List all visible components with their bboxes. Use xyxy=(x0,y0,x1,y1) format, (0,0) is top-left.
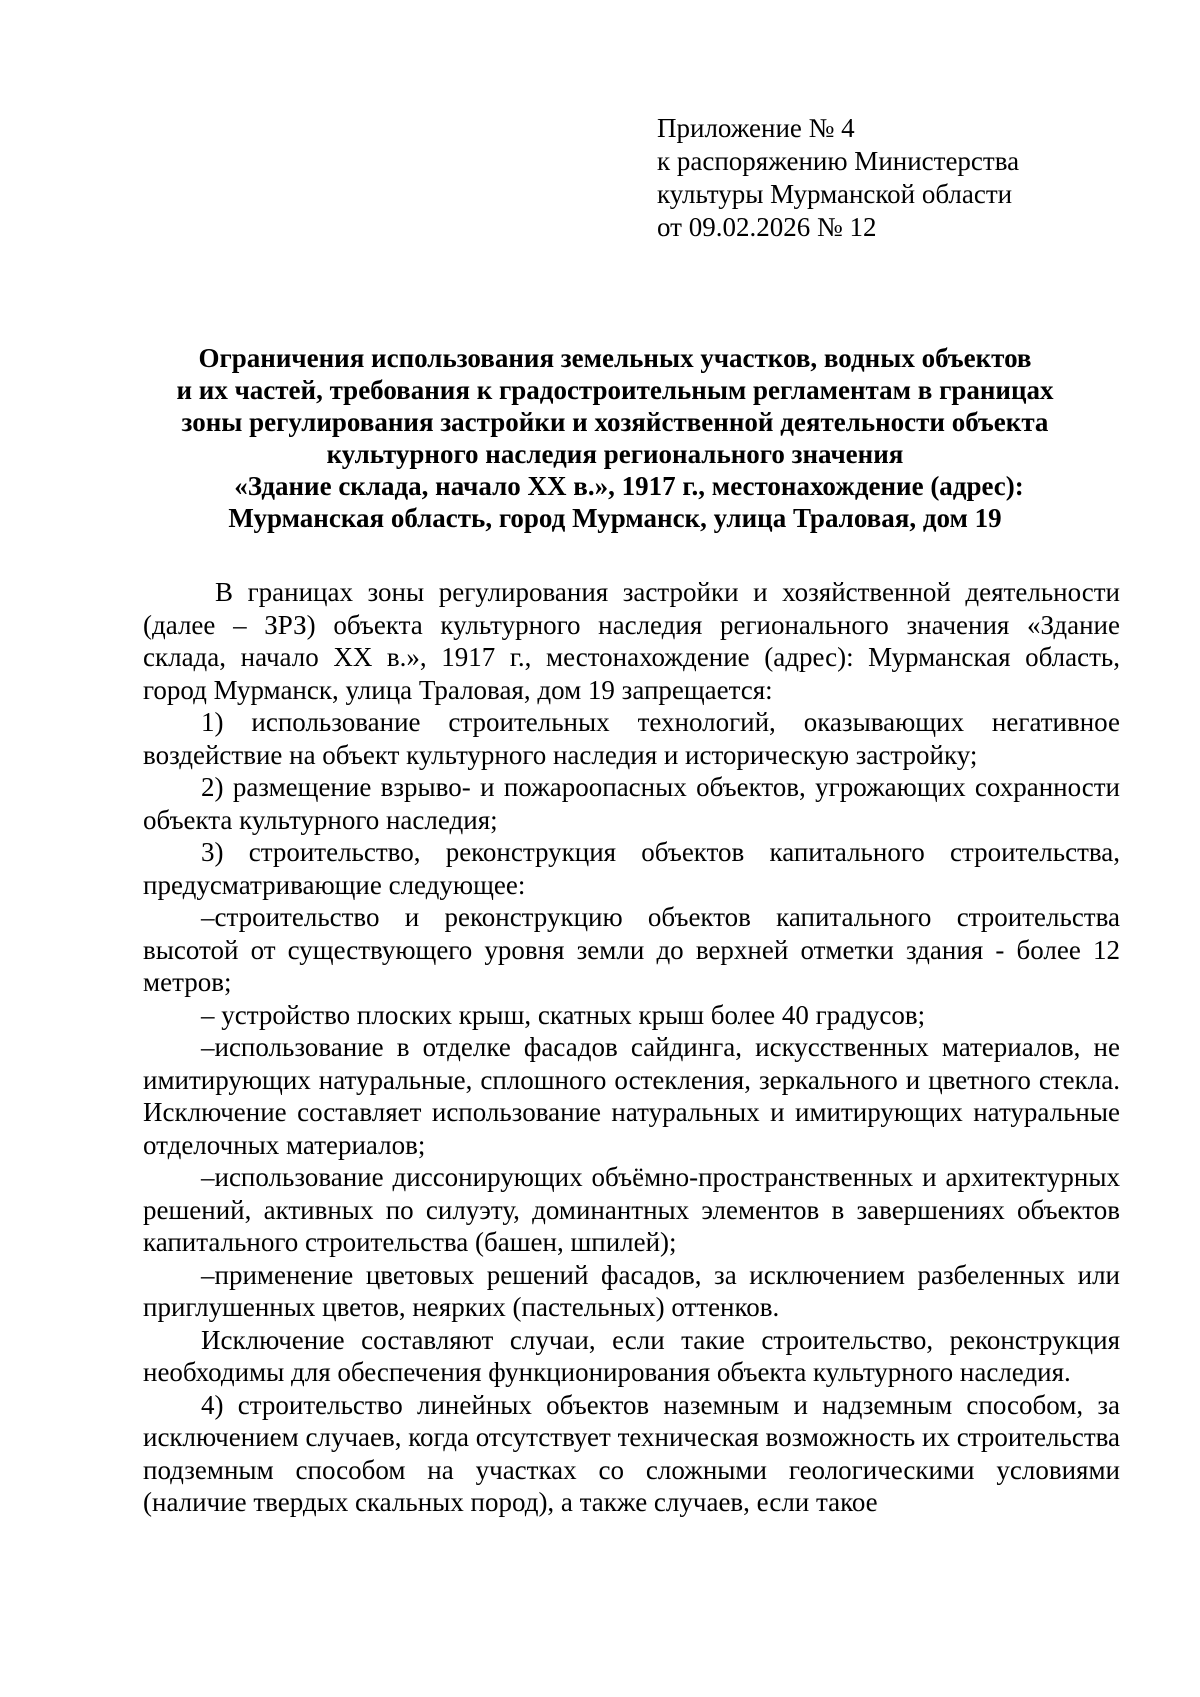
title-line: зоны регулирования застройки и хозяйственной деятельности объекта xyxy=(181,407,1049,437)
document-title xyxy=(130,342,1100,534)
sub-item-dissonant: –использование диссонирующих объёмно-пространственных и архитектурных решений, активных по силуэту, доминантных элементов в завершениях объектов капитального строительства (башен, шпилей); xyxy=(143,1162,1120,1257)
sub-item-colors: –применение цветовых решений фасадов, за исключением разбеленных или приглушенных цветов, неярких (пастельных) оттенков. xyxy=(143,1259,1120,1322)
title-line: «Здание склада, начало XX в.», 1917 г., местонахождение (адрес): xyxy=(234,471,1024,501)
title-line: Ограничения использования земельных участков, водных объектов xyxy=(198,343,1032,373)
appendix-number: Приложение № 4 xyxy=(657,113,855,143)
list-item-2: 2) размещение взрыво- и пожароопасных объектов, угрожающих сохранности объекта культурного наследия; xyxy=(143,772,1120,835)
title-line: Мурманская область, город Мурманск, улица Траловая, дом 19 xyxy=(228,503,1002,533)
document-body xyxy=(143,576,1120,1519)
appendix-date-number: от 09.02.2026 № 12 xyxy=(657,212,877,242)
list-item-1: 1) использование строительных технологий, оказывающих негативное воздействие на объект культурного наследия и историческую застройку; xyxy=(143,707,1120,770)
appendix-ministry: культуры Мурманской области xyxy=(657,179,1013,209)
list-item-3: 3) строительство, реконструкция объектов капитального строительства, предусматривающие следующее: xyxy=(143,837,1120,900)
list-item-4: 4) строительство линейных объектов наземным и надземным способом, за исключением случаев, когда отсутствует техническая возможность их строительства подземным способом на участках со сложными геологическими условиями (наличие твердых скальных пород), а также случаев, если такое xyxy=(143,1389,1120,1517)
exception-paragraph: Исключение составляют случаи, если такие строительство, реконструкция необходимы для обеспечения функционирования объекта культурного наследия. xyxy=(143,1324,1120,1387)
title-line: культурного наследия регионального значения xyxy=(326,439,904,469)
sub-item-facades: –использование в отделке фасадов сайдинга, искусственных материалов, не имитирующих натуральные, сплошного остекления, зеркального и цветного стекла. Исключение составляет использование натуральных и имитирующих натуральные отделочных материалов; xyxy=(143,1032,1120,1160)
intro-paragraph: В границах зоны регулирования застройки и хозяйственной деятельности (далее – ЗРЗ) объекта культурного наследия регионального значения «Здание склада, начало XX в.», 1917 г., местонахождение (адрес): Мурманская область, город Мурманск, улица Траловая, дом 19 запрещается: xyxy=(143,577,1120,705)
sub-item-roofs: – устройство плоских крыш, скатных крыш более 40 градусов; xyxy=(201,999,926,1030)
appendix-header xyxy=(657,112,1019,244)
appendix-reference: к распоряжению Министерства xyxy=(657,146,1020,176)
title-line: и их частей, требования к градостроительным регламентам в границах xyxy=(176,375,1054,405)
sub-item-height: –строительство и реконструкцию объектов капитального строительства высотой от существующего уровня земли до верхней отметки здания - более 12 метров; xyxy=(143,902,1120,997)
